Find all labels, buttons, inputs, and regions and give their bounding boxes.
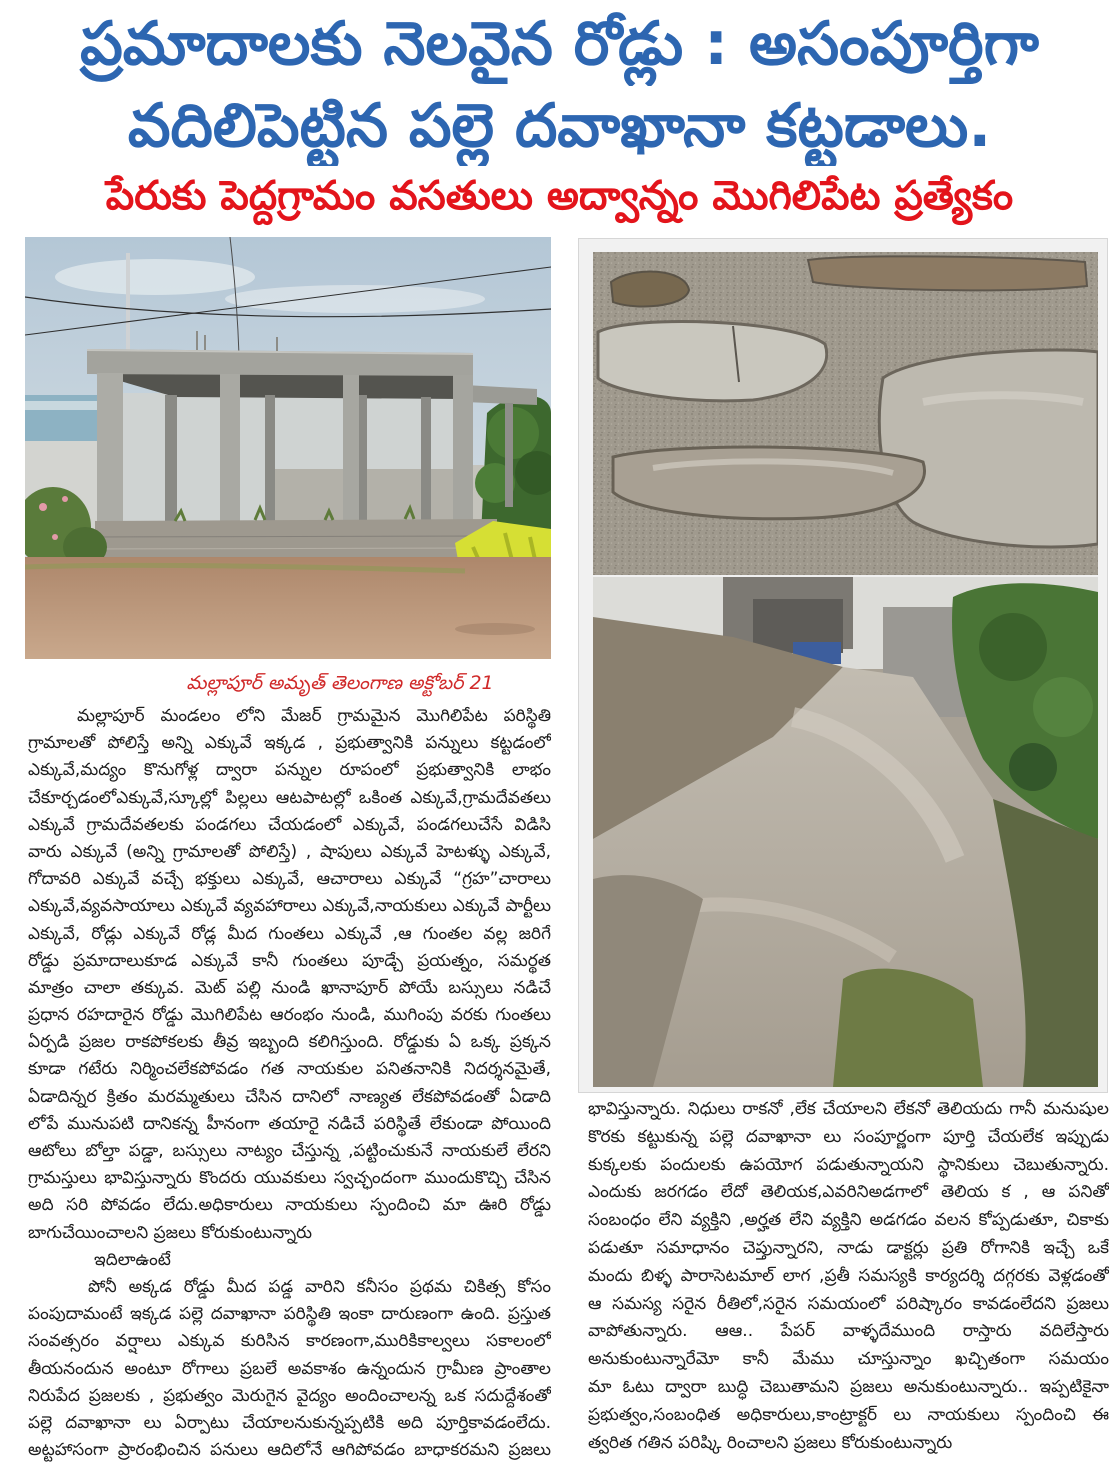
article-text-line: ఎక్కువే, రోడ్లు ఎక్కువే రోడ్ల మీద గుంతలు ఎక్కువే ,ఆ గుంతల వల్ల జరిగే [28,923,551,944]
article-text-line: సంవత్సరం వర్షాలు ఎక్కువ కురిసిన కారణంగా,మురికికాల్వలు సకాలంలో [28,1331,551,1352]
article-text-line: అనుకుంటున్నారేమో కానీ మేము చూస్తున్నాం ఖచ్చితంగా సమయం [588,1349,1109,1370]
headline-line-1: ప్రమాదాలకు నెలవైన రోడ్లు : అసంపూర్తిగా [80,9,1039,79]
article-text-line: ఎక్కువే,మద్యం కొనుగోళ్ల ద్వారా పన్నుల రూపంలో ప్రభుత్వానికి లాభం [28,760,551,781]
article-text-line: కూడా గటేరు నిర్మించలేకపోవడం గత నాయకుల పనితనానికి నిదర్శనమైతే, [28,1059,551,1080]
article-text-line: కొరకు కట్టుకున్న పల్లె దవాఖానా లు సంపూర్ణంగా పూర్తి చేయలేక ఇప్పుడు [588,1126,1109,1147]
subheadline: పేరుకు పెద్దగ్రామం వసతులు అద్వాన్నం మొగిలిపేట ప్రత్యేకం [105,173,1014,219]
article-text-line: ప్రధాన రహదారైన రోడ్డు మొగిలిపేట ఆరంభం నుండి, ముగింపు వరకు గుంతలు [28,1005,551,1026]
article-text-line: వారు ఎక్కువే (అన్ని గ్రామాలతో పోలిస్తే) , షాపులు ఎక్కువే హెటళ్ళు ఎక్కువే, [28,841,551,862]
article-body-left [28,703,551,1465]
article-text-line: బాగుచేయించాలని ప్రజలు కోరుకుంటున్నారు [28,1222,313,1243]
article-text-line: ఏర్పడి ప్రజల రాకపోకలకు తీవ్ర ఇబ్బంది కలిగిస్తుంది. రోడ్డుకు ఏ ఒక్క ప్రక్కన [28,1032,551,1053]
article-text-line: ఎక్కువే,వ్యవసాయాలు ఎక్కువే వ్యవహారాలు ఎక్కువే,నాయకులు ఎక్కువే పార్టీలు [28,896,551,917]
article-text-line: వాపోతున్నారు. ఆఆ.. పేపర్ వాళ్ళదేముంది రాస్తారు వదిలేస్తారు [588,1321,1109,1342]
article-text-line: గ్రామాలతో పోలిస్తే అన్ని ఎక్కువే ఇక్కడ , ప్రభుత్వానికి పన్నులు కట్టడంలో [28,733,551,754]
article-text-line: పల్లె దవాఖానా లు ఏర్పాటు చేయాలనుకున్నప్పటికి అది పూర్తికావడంలేదు. [28,1412,551,1433]
article-text-line: నిరుపేద ప్రజలకు , ప్రభుత్వం మెరుగైన వైద్యం అందించాలన్న ఒక సదుద్దేశంతో [28,1385,551,1406]
article-text-line: మాత్రం చాలా తక్కువ. మెట్ పల్లి నుండి ఖానాపూర్ పోయే బస్సులు నడిచే [28,977,551,998]
article-text-line: మల్లాపూర్ మండలం లోని మేజర్ గ్రామమైన మొగిలిపేట పరిస్థితి [77,706,551,726]
article-text-line: అది సరి పోవడం లేదు.అధికారులు నాయకులు స్పందించి మా ఊరి రోడ్డు [28,1195,551,1216]
article-body-right [588,1096,1109,1458]
article-text-line: తీయనందున అంటూ రోగాలు ప్రబలే అవకాశం ఉన్నందున గ్రామీణ ప్రాంతాల [28,1358,551,1379]
photo-right-bottom [593,577,1098,1087]
photo-left [25,237,551,659]
article-text-line: భావిస్తున్నారు. నిధులు రాకనో ,లేక చేయాలని లేకనో తెలియదు గానీ మనుషుల [588,1099,1109,1119]
section-subheading: ఇదిలాఉంటే [94,1249,171,1270]
article-text-line: ఎందుకు జరగడం లేదో తెలియక,ఎవరినిఅడగాలో తెలియ క , ఆ పనితో [588,1182,1109,1203]
article-text-line: ఆటోలు బోల్తా పడ్డా, బస్సులు నాట్యం చేస్తున్న ,పట్టించుకునే నాయకులే లేరని [28,1141,551,1161]
article-text-line: త్వరిత గతిన పరిష్కి రించాలని ప్రజలు కోరుకుంటున్నారు [588,1432,953,1453]
article-text-line: పోనీ అక్కడ రోడ్డు మీద పడ్డ వారిని కనీసం ప్రథమ చికిత్స కోసం [88,1276,551,1297]
article-text-line: మందు బిళ్ళ పారాసెటమాల్ లాగ ,ప్రతీ సమస్యకి కార్యదర్శి దగ్గరకు వెళ్లడంతో [588,1265,1109,1286]
article-text-line: చేకూర్చడంలోఎక్కువే,స్కూల్లో పిల్లలు ఆటపాటల్లో ఒకింత ఎక్కువే,గ్రామదేవతలు [28,787,551,808]
photo-left-image [25,237,551,659]
article-text-line: అట్టహాసంగా ప్రారంభించిన పనులు ఆదిలోనే ఆగిపోవడం బాధాకరమని ప్రజలు [28,1440,551,1461]
article-text-line: ఏడాదిన్నర క్రితం మరమ్మతులు చేసిన దానిలో నాణ్యత లేకపోవడంతో ఏడాది [28,1086,551,1107]
dateline: మల్లాపూర్ అమృత్ తెలంగాణ అక్టోబర్ 21 [186,672,494,694]
article-text-line: కుక్కలకు పందులకు ఉపయోగ పడుతున్నాయని స్థానికులు చెబుతున్నారు. [588,1154,1109,1175]
photo-right-top [593,252,1098,575]
ground [25,557,551,659]
article-text-line: ప్రభుత్వం,సంబంధిత అధికారులు,కాంట్రాక్టర్ లు నాయకులు స్పందించి ఈ [588,1404,1109,1425]
unfinished-building [87,331,537,559]
article-text-line: గోదావరి ఎక్కువే వచ్చే భక్తులు ఎక్కువే, ఆచారాలు ఎక్కువే “గ్రహ”చారాలు [28,869,551,890]
article-text-line: ఎక్కువే గ్రామదేవతలకు పండగలు చేయడంలో ఎక్కువే, పండగలుచేసే విడిసి [28,814,551,835]
photo-right-top-image [593,252,1098,575]
article-text-line: మా ఓటు ద్వారా బుద్ధి చెబుతామని ప్రజలు అనుకుంటున్నారు.. ఇప్పటికైనా [588,1376,1109,1397]
article-text-line: ఆ సమస్య సరైన రీతిలో,సరైన సమయంలో పరిష్కారం కావడంలేదని ప్రజలు [588,1293,1109,1314]
article-text-line: సంబంధం లేని వ్యక్తిని ,అర్హత లేని వ్యక్తిని అడగడం వలన కోప్పడుతూ, చికాకు [588,1210,1109,1231]
article-text-line: పంపుదామంటే ఇక్కడ పల్లె దవాఖానా పరిస్థితి ఇంకా దారుణంగా ఉంది. ప్రస్తుత [28,1304,551,1325]
article-text-line: గ్రామస్తులు భావిస్తున్నారు కొందరు యువకులు స్వచ్ఛందంగా ముందుకొచ్చి చేసిన [28,1168,551,1189]
article-text-line: లోపే మునుపటి దానికన్న హీనంగా తయారై నడిచే పరిస్థితే లేకుండా పోయింది [28,1113,551,1134]
headline-line-2: వదిలిపెట్టిన పల్లె దవాఖానా కట్టడాలు. [127,91,992,161]
article-text-line: పడుతూ సమాధానం చెప్తున్నారని, నాడు డాక్టర్లు ప్రతి రోగానికి ఇచ్చే ఒకే [588,1237,1109,1258]
photo-right-bottom-image [593,577,1098,1087]
article-text-line: రోడ్డు ప్రమాదాలుకూడ ఎక్కువే కానీ గుంతలు పూడ్చే ప్రయత్నం, సమర్థత [28,950,551,971]
